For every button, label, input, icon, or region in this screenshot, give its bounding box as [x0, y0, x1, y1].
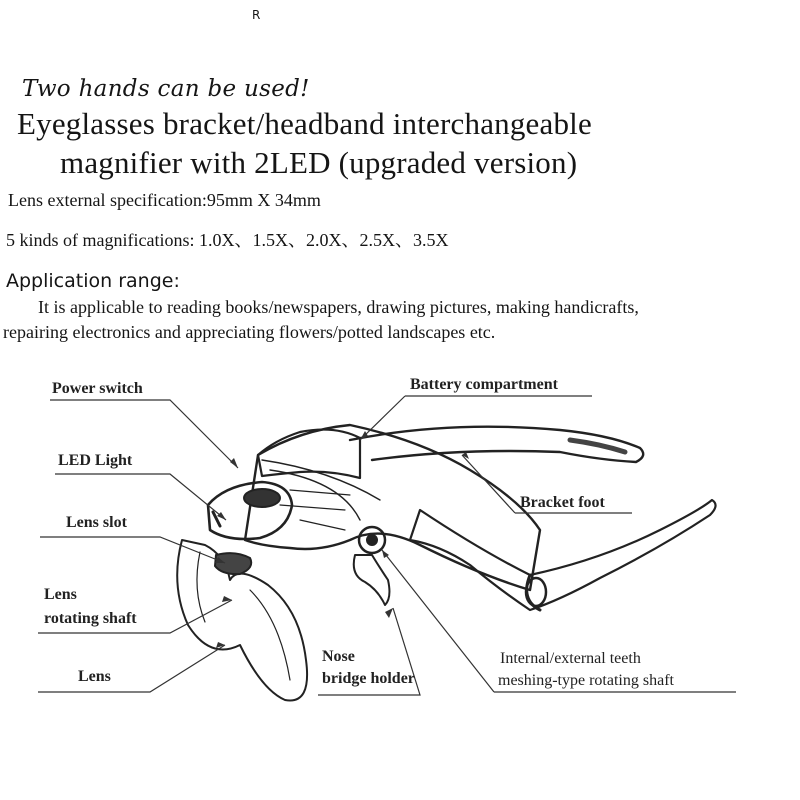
- label-nose-bridge-1: Nose: [322, 648, 355, 665]
- application-heading: Application range:: [6, 270, 180, 292]
- title-line-2: magnifier with 2LED (upgraded version): [60, 145, 578, 180]
- housing: [245, 425, 540, 590]
- corner-mark: R: [252, 8, 261, 22]
- label-nose-bridge-2: bridge holder: [322, 670, 415, 687]
- label-power-switch: Power switch: [52, 380, 143, 397]
- label-lens-rotating-shaft-1: Lens: [44, 586, 77, 603]
- application-line-1: It is applicable to reading books/newspapers, drawing pictures, making handicrafts,: [38, 297, 639, 317]
- label-battery-compartment: Battery compartment: [410, 376, 558, 393]
- lower-arm: [410, 500, 716, 610]
- label-lens-slot: Lens slot: [66, 514, 127, 531]
- label-lens-rotating-shaft-2: rotating shaft: [44, 610, 137, 627]
- label-teeth-shaft-1: Internal/external teeth: [500, 650, 641, 667]
- nose-bridge: [354, 555, 390, 605]
- lens-spec: Lens external specification:95mm X 34mm: [8, 190, 321, 210]
- title-line-1: Eyeglasses bracket/headband interchangeable: [17, 106, 592, 141]
- application-line-2: repairing electronics and appreciating flowers/potted landscapes etc.: [3, 322, 496, 342]
- label-led-light: LED Light: [58, 452, 133, 469]
- magnifications: 5 kinds of magnifications: 1.0X、1.5X、2.0X、2.5X、3.5X: [6, 230, 449, 250]
- tagline: Two hands can be used!: [22, 76, 310, 102]
- label-bracket-foot: Bracket foot: [520, 494, 605, 511]
- label-teeth-shaft-2: meshing-type rotating shaft: [498, 672, 674, 689]
- label-lens: Lens: [78, 668, 111, 685]
